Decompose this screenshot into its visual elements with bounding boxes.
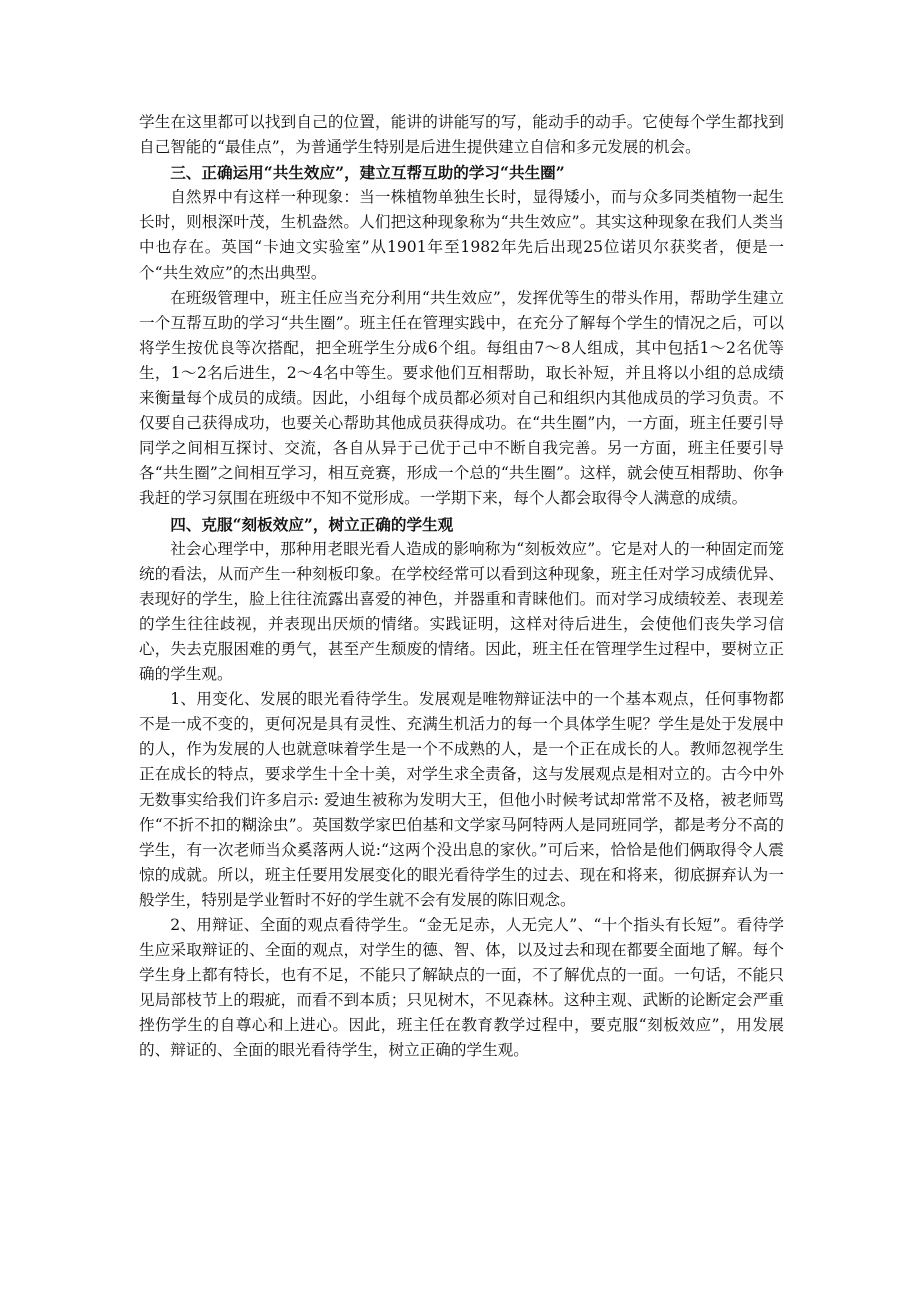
paragraph: 1、用变化、发展的眼光看待学生。发展观是唯物辩证法中的一个基本观点，任何事物都不是一成不变的，更何况是具有灵性、充满生机活力的每一个具体学生呢？学生是处于发展中的人，作为发展的人也就意味着学生是一个不成熟的人，是一个正在成长的人。教师忽视学生正在成长的特点，要求学生十全十美，对学生求全责备，这与发展观点是相对立的。古今中外无数事实给我们许多启示: 爱迪生被称为发明大王，但他小时候考试却常常不及格，被老师骂作“不折不扣的糊涂虫”。英国数学家巴伯基和文学家马阿特两人是同班同学，都是考分不高的学生，有一次老师当众奚落两人说:“这两个没出息的家伙。”可后来，恰恰是他们俩取得令人震惊的成就。所以，班主任要用发展变化的眼光看待学生的过去、现在和将来，彻底摒弃认为一般学生，特别是学业暂时不好的学生就不会有发展的陈旧观念。 [139,690,784,909]
paragraph: 社会心理学中，那种用老眼光看人造成的影响称为“刻板效应”。它是对人的一种固定而笼统的看法，从而产生一种刻板印象。在学校经常可以看到这种现象，班主任对学习成绩优异、表现好的学生，脸上往往流露出喜爱的神色，并器重和青睐他们。而对学习成绩较差、表现差的学生往往歧视，并表现出厌烦的情绪。实践证明，这样对待后进生，会使他们丧失学习信心，失去克服困难的勇气，甚至产生颓废的情绪。因此，班主任在管理学生过程中，要树立正确的学生观。 [139,539,784,684]
paragraph-continued: 学生在这里都可以找到自己的位置，能讲的讲能写的写，能动手的动手。它使每个学生都找到自己智能的“最佳点”，为普通学生特别是后进生提供建立自信和多元发展的机会。 [139,113,784,157]
section-heading-3: 三、正确运用“共生效应”，建立互帮互助的学习“共生圈” [170,163,565,183]
paragraph: 自然界中有这样一种现象：当一株植物单独生长时，显得矮小，而与众多同类植物一起生长时，则根深叶茂，生机盎然。人们把这种现象称为“共生效应”。其实这种现象在我们人类当中也存在。英国“卡迪文实验室”从1901年至1982年先后出现25位诺贝尔获奖者，便是一个“共生效应”的杰出典型。 [139,188,784,282]
document-body [139,110,784,1064]
paragraph: 在班级管理中，班主任应当充分利用“共生效应”，发挥优等生的带头作用，帮助学生建立一个互帮互助的学习“共生圈”。班主任在管理实践中，在充分了解每个学生的情况之后，可以将学生按优良等次搭配，把全班学生分成6个组。每组由7～8人组成，其中包括1～2名优等生，1～2名后进生，2～4名中等生。要求他们互相帮助，取长补短，并且将以小组的总成绩来衡量每个成员的成绩。因此，小组每个成员都必须对自己和组织内其他成员的学习负责。不仅要自己获得成功，也要关心帮助其他成员获得成功。在“共生圈”内，一方面，班主任要引导同学之间相互探讨、交流，各自从异于己优于己中不断自我完善。另一方面，班主任要引导各“共生圈”之间相互学习，相互竞赛，形成一个总的“共生圈”。这样，就会使互相帮助、你争我赶的学习氛围在班级中不知不觉形成。一学期下来，每个人都会取得令人满意的成绩。 [139,288,784,508]
section-heading-4: 四、克服“刻板效应”，树立正确的学生观 [170,514,454,534]
paragraph: 2、用辩证、全面的观点看待学生。“金无足赤，人无完人”、“十个指头有长短”。看待学生应采取辩证的、全面的观点，对学生的德、智、体，以及过去和现在都要全面地了解。每个学生身上都有特长，也有不足，不能只了解缺点的一面，不了解优点的一面。一句话，不能只见局部枝节上的瑕疵，而看不到本质；只见树木，不见森林。这种主观、武断的论断定会严重挫伤学生的自尊心和上进心。因此，班主任在教育教学过程中，要克服“刻板效应”，用发展的、辩证的、全面的眼光看待学生，树立正确的学生观。 [139,916,784,1060]
